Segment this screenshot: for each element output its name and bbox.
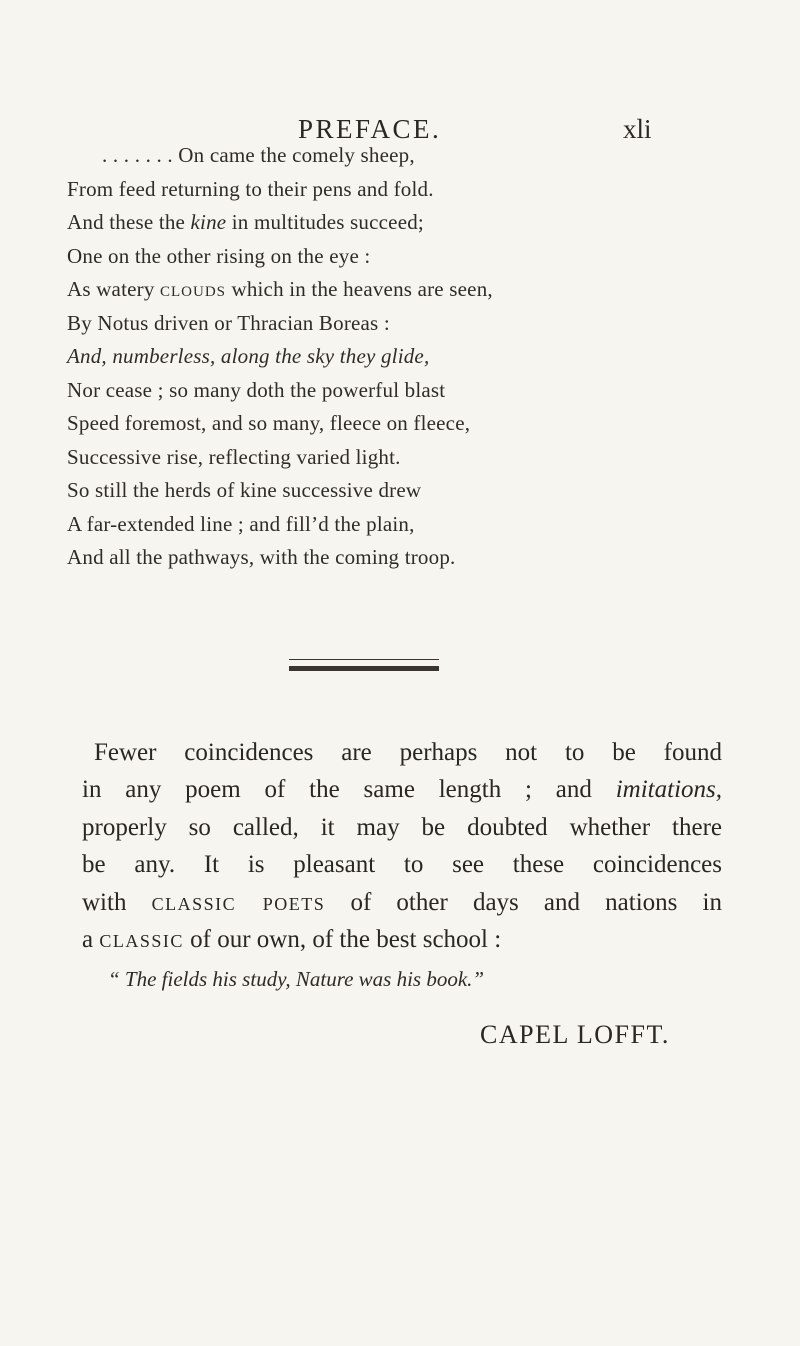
text-run: of our own, of the best school : <box>183 926 502 954</box>
paragraph-line <box>82 846 722 883</box>
paragraph-line <box>82 884 722 921</box>
page-number: xli <box>623 114 652 144</box>
text-run: be any. It is pleasant to see these coincidences <box>82 851 722 879</box>
text-run: Fewer coincidences are perhaps not to be found <box>94 739 722 766</box>
poem-line <box>67 344 429 369</box>
text-run: kine <box>190 210 227 234</box>
text-run: As watery <box>67 277 160 301</box>
text-run: clouds <box>159 277 226 301</box>
text-run: in multitudes succeed; <box>226 210 424 234</box>
text-run: classic <box>99 926 184 954</box>
poem-line <box>67 378 445 403</box>
text-run: imitations, <box>615 776 722 804</box>
poem-line <box>67 445 401 470</box>
paragraph-line <box>82 771 722 808</box>
poem-line <box>102 143 415 168</box>
text-run: classic poets <box>151 888 326 916</box>
paragraph-line <box>82 921 722 958</box>
text-run: . . . . . . . On came the comely sheep, <box>102 143 415 167</box>
poem-line <box>67 244 370 269</box>
text-run: with <box>82 888 152 916</box>
paragraph-line <box>82 734 722 771</box>
text-run: From feed returning to their pens and fold. <box>67 176 434 201</box>
text-run: Successive rise, reflecting varied light. <box>67 444 401 469</box>
poem-line <box>67 177 434 202</box>
text-run: One on the other rising on the eye : <box>67 243 371 268</box>
poem-line <box>67 277 493 302</box>
poem-line <box>67 311 390 336</box>
paragraph-line <box>82 809 722 846</box>
text-run: And all the pathways, with the coming troop. <box>67 545 456 569</box>
text-run: of other days and nations in <box>325 888 722 916</box>
closing-quotation: “ The fields his study, Nature was his book.” <box>108 967 485 991</box>
poem-line <box>67 512 415 537</box>
poem-line <box>67 545 455 570</box>
text-run: And, numberless, along the sky they glide, <box>67 344 430 368</box>
divider-thin-rule <box>289 659 439 660</box>
text-run: By Notus driven or Thracian Boreas : <box>67 310 390 335</box>
text-run: Speed foremost, and so many, fleece on fleece, <box>67 411 471 435</box>
section-divider <box>289 657 439 675</box>
text-run: properly so called, it may be doubted whether there <box>82 813 722 841</box>
preface-paragraph <box>82 734 722 958</box>
text-run: So still the herds of kine successive drew <box>67 478 422 502</box>
poem-line <box>67 478 421 503</box>
text-run: A far-extended line ; and fill’d the plain, <box>67 511 415 536</box>
text-run: in any poem of the same length ; and <box>82 776 616 804</box>
poem-line <box>67 210 424 235</box>
text-run: a <box>82 926 100 954</box>
divider-thick-rule <box>289 666 439 671</box>
author-signature: CAPEL LOFFT. <box>480 1020 670 1049</box>
text-run: which in the heavens are seen, <box>226 277 493 301</box>
poem-line <box>67 411 470 436</box>
text-run: Nor cease ; so many doth the powerful blast <box>67 377 446 402</box>
text-run: And these the <box>67 210 191 234</box>
running-title: PREFACE. <box>298 114 442 144</box>
